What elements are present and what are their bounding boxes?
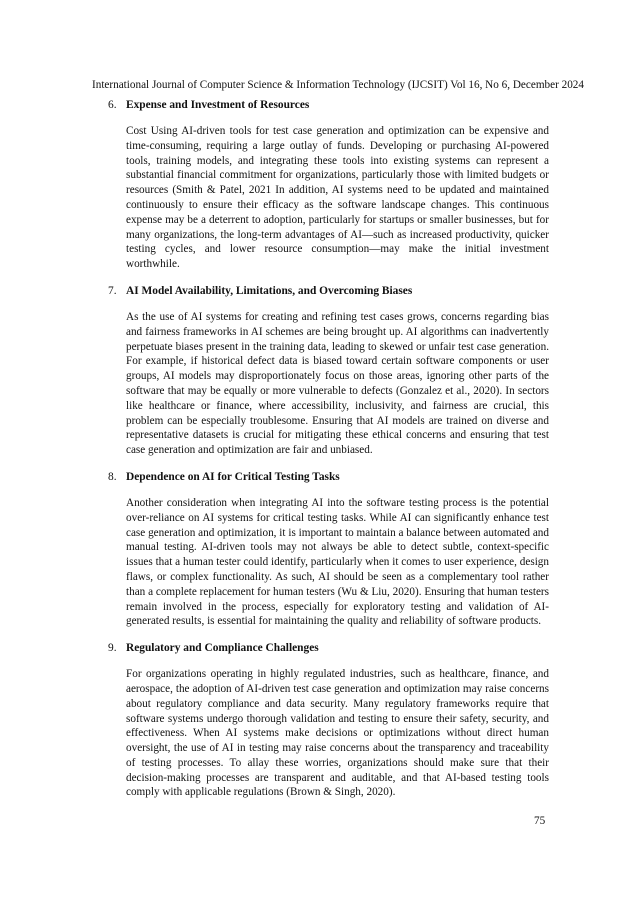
section-heading <box>108 641 549 656</box>
section-heading <box>108 98 549 113</box>
section-title: Dependence on AI for Critical Testing Tasks <box>126 470 340 483</box>
section-title: AI Model Availability, Limitations, and Overcoming Biases <box>126 284 413 297</box>
section-number: 7. <box>108 284 117 297</box>
body-text <box>109 98 549 800</box>
section-number: 6. <box>108 99 117 111</box>
section-heading <box>108 470 549 485</box>
page-number: 75 <box>534 815 546 827</box>
section-9 <box>109 641 549 800</box>
section-number: 9. <box>108 642 117 655</box>
section-paragraph: As the use of AI systems for creating and refining test cases grows, concerns regarding bias and fairness frameworks in AI schemes are being brought up. AI algorithms can inadvertently perpetuate biases present in the training data, leading to skewed or unfair test case generation. For example, if historical defect data is biased toward certain software components or user groups, AI models may disproportionately focus on those areas, ignoring other parts of the software that may be equally or more vulnerable to defects (Gonzalez et al., 2020). In sectors like healthcare or finance, where accessibility, inclusivity, and fairness are crucial, this problem can be especially troublesome. Ensuring that AI models are trained on diverse and representative datasets is crucial for mitigating these ethical concerns and ensuring that test case generation and optimization are fair and unbiased. <box>126 310 549 457</box>
running-header: International Journal of Computer Science & Information Technology (IJCSIT) Vol 16, No 6, December 2024 <box>92 79 584 91</box>
section-8 <box>109 470 549 629</box>
section-heading <box>108 284 549 299</box>
section-6 <box>109 98 549 272</box>
section-7 <box>109 284 549 458</box>
section-number: 8. <box>108 470 117 483</box>
section-title: Expense and Investment of Resources <box>126 99 310 111</box>
section-title: Regulatory and Compliance Challenges <box>126 642 319 655</box>
section-paragraph: For organizations operating in highly regulated industries, such as healthcare, finance, and aerospace, the adoption of AI-driven test case generation and optimization may raise concerns about regulatory compliance and data security. Many regulatory frameworks require that software systems undergo thorough validation and testing to ensure their safety, security, and effectiveness. When AI systems make decisions or optimizations without direct human oversight, the use of AI in testing may raise concerns about the transparency and traceability of testing processes. To allay these worries, organizations should make sure that their decision-making processes are transparent and auditable, and that AI-based testing tools comply with applicable regulations (Brown & Singh, 2020). <box>126 668 549 799</box>
section-paragraph: Cost Using AI-driven tools for test case generation and optimization can be expensive and time-consuming, requiring a large outlay of funds. Developing or purchasing AI-powered tools, training models, and integrating these tools into existing systems can represent a substantial financial commitment for organizations, particularly those with limited budgets or resources (Smith & Patel, 2021 In addition, AI systems need to be updated and maintained continuously to ensure their efficacy as the software landscape changes. This continuous expense may be a deterrent to adoption, particularly for startups or smaller businesses, but for many organizations, the long-term advantages of AI—such as increased productivity, quicker testing cycles, and lower resource consumption—may make the initial investment worthwhile. <box>126 125 549 271</box>
section-paragraph: Another consideration when integrating AI into the software testing process is the potential over-reliance on AI systems for critical testing tasks. While AI can significantly enhance test case generation and optimization, it is important to maintain a balance between automated and manual testing. AI-driven tools may not always be able to detect subtle, context-specific issues that a human tester could identify, particularly when it comes to user experience, design flaws, or complex functionality. As such, AI should be seen as a complementary tool rather than a complete replacement for human testers (Wu & Liu, 2020). Ensuring that human testers remain involved in the process, especially for exploratory testing and validation of AI-generated results, is essential for maintaining the quality and reliability of software products. <box>126 496 549 628</box>
